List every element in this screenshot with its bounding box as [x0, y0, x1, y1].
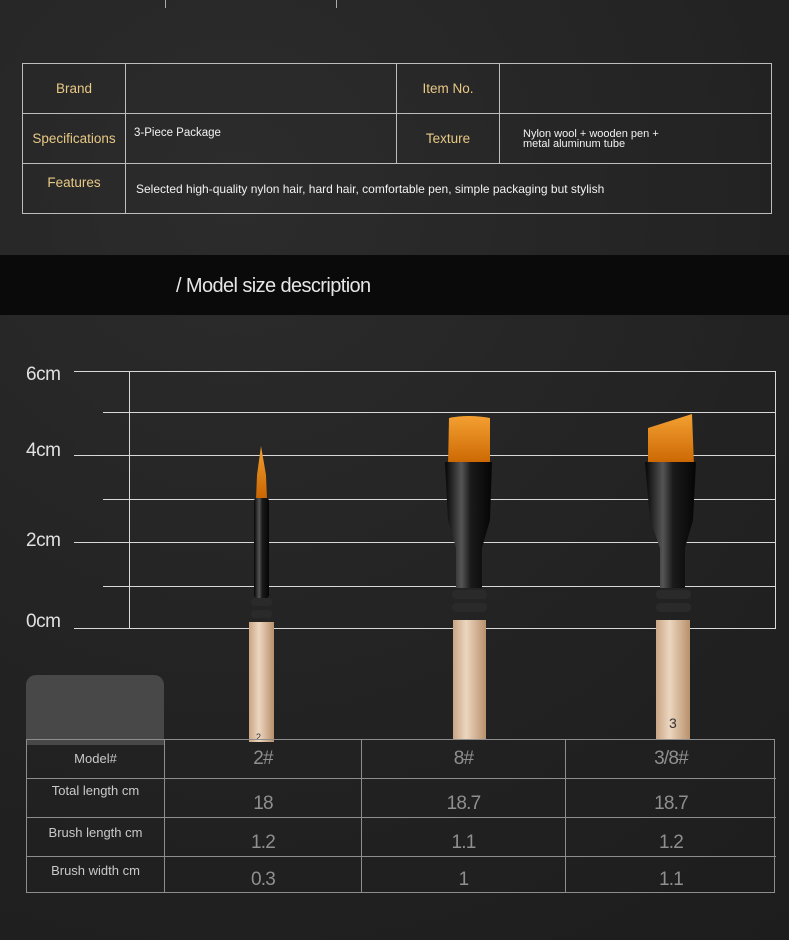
brush-8-ring — [452, 590, 487, 599]
brush-8-handle — [453, 620, 486, 740]
size-header-brush-width: Brush width cm — [27, 857, 165, 893]
brush-2-ring — [251, 610, 272, 618]
size-cell: 8# — [362, 740, 566, 779]
brush-3-8-ring — [656, 603, 691, 612]
size-cell: 18.7 — [566, 779, 776, 818]
size-cell: 3/8# — [566, 740, 776, 779]
size-table — [26, 739, 775, 893]
y-label-6cm: 6cm — [26, 364, 61, 385]
brush-2-illustration — [249, 446, 274, 742]
features-label: Features — [23, 164, 126, 214]
size-cell: 18.7 — [362, 779, 566, 818]
texture-label: Texture — [397, 114, 500, 164]
item-no-label: Item No. — [397, 64, 500, 114]
brush-8-ring — [452, 603, 487, 612]
texture-value-line2: metal aluminum tube — [523, 137, 626, 150]
size-header-model: Model# — [27, 740, 165, 779]
brush-3-8-ring — [656, 590, 691, 599]
brand-label: Brand — [23, 64, 126, 114]
features-value: Selected high-quality nylon hair, hard hair, comfortable pen, simple packaging but stylish — [136, 182, 605, 196]
specifications-value: 3-Piece Package — [126, 114, 397, 164]
brush-8-bristles — [448, 416, 490, 466]
brush-2-handle-mark: 2 — [256, 732, 262, 742]
brush-3-8-illustration — [645, 414, 696, 740]
brush-8-ferrule — [445, 462, 492, 588]
size-header-total-length: Total length cm — [27, 779, 165, 818]
size-header-brush-length: Brush length cm — [27, 818, 165, 857]
brush-3-8-ferrule — [645, 462, 696, 588]
size-cell: 18 — [165, 779, 362, 818]
y-label-2cm: 2cm — [26, 530, 61, 551]
size-cell: 1.1 — [658, 869, 683, 890]
brush-2-ring — [251, 598, 272, 606]
y-label-0cm: 0cm — [26, 611, 61, 632]
y-label-4cm: 4cm — [26, 440, 61, 461]
brush-2-handle — [249, 622, 274, 742]
size-cell: 2# — [165, 740, 362, 779]
brush-3-8-handle-mark: 3 — [669, 715, 677, 731]
specifications-label: Specifications — [23, 114, 126, 164]
size-cell: 1.2 — [165, 818, 362, 857]
brush-2-bristles — [256, 446, 267, 500]
texture-value-line1: Nylon wool + wooden pen + — [523, 127, 659, 140]
size-cell: 1.1 — [362, 818, 566, 857]
size-cell: 1.2 — [566, 818, 776, 857]
size-cell: 0.3 — [165, 857, 362, 893]
size-cell: 1 — [362, 857, 566, 893]
brush-8-illustration — [445, 416, 492, 740]
brush-2-ferrule — [254, 498, 269, 598]
banner-title: / Model size description — [176, 275, 371, 297]
brush-3-8-bristles — [648, 414, 694, 466]
